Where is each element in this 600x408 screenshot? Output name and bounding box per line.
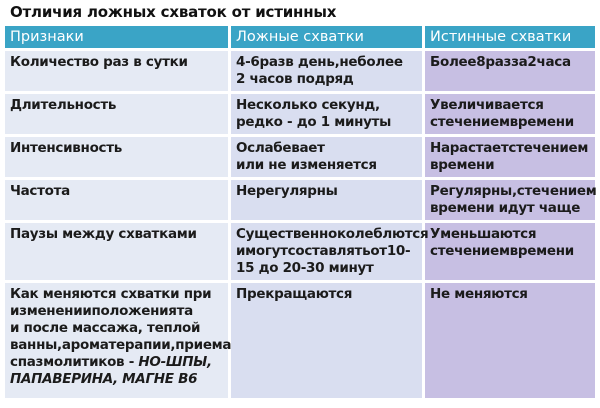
true-cell: Более8разза2часа [425, 51, 595, 94]
feature-cell: Интенсивность [5, 137, 231, 180]
table-row [5, 223, 595, 283]
true-cell: Регулярны,стечением времени идут чаще [425, 180, 595, 223]
table-row [5, 137, 595, 180]
false-cell: Существенноколеблются имогутсоставлятьот10- 15 до 20-30 минут [231, 223, 425, 283]
true-cell: Увеличивается стечениемвремени [425, 94, 595, 137]
header-false-contractions: Ложные схватки [231, 26, 425, 51]
page-title: Отличия ложных схваток от истинных [10, 3, 337, 21]
false-cell: Нерегулярны [231, 180, 425, 223]
feature-cell: Частота [5, 180, 231, 223]
table-header-row [5, 26, 595, 51]
false-cell: Несколько секунд, редко - до 1 минуты [231, 94, 425, 137]
table-row [5, 94, 595, 137]
feature-cell: Как меняются схватки при измененииположенията и после массажа, теплой ванны,ароматерапии,приема спазмолитиков - НО-ШПЫ, ПАПАВЕРИНА, МАГНЕ B6 [5, 283, 231, 401]
drug-names: НО-ШПЫ, ПАПАВЕРИНА, МАГНЕ B6 [10, 354, 212, 387]
false-cell: 4-6разв день,неболее 2 часов подряд [231, 51, 425, 94]
feature-cell: Паузы между схватками [5, 223, 231, 283]
feature-cell: Длительность [5, 94, 231, 137]
table-row [5, 51, 595, 94]
table-row [5, 180, 595, 223]
feature-cell: Количество раз в сутки [5, 51, 231, 94]
false-cell: Прекращаются [231, 283, 425, 401]
header-features: Признаки [5, 26, 231, 51]
true-cell: Уменьшаются стечениемвремени [425, 223, 595, 283]
header-true-contractions: Истинные схватки [425, 26, 595, 51]
false-cell: Ослабевает или не изменяется [231, 137, 425, 180]
true-cell: Не меняются [425, 283, 595, 401]
comparison-table [5, 26, 595, 401]
table-row [5, 283, 595, 401]
true-cell: Нарастаетстечением времени [425, 137, 595, 180]
